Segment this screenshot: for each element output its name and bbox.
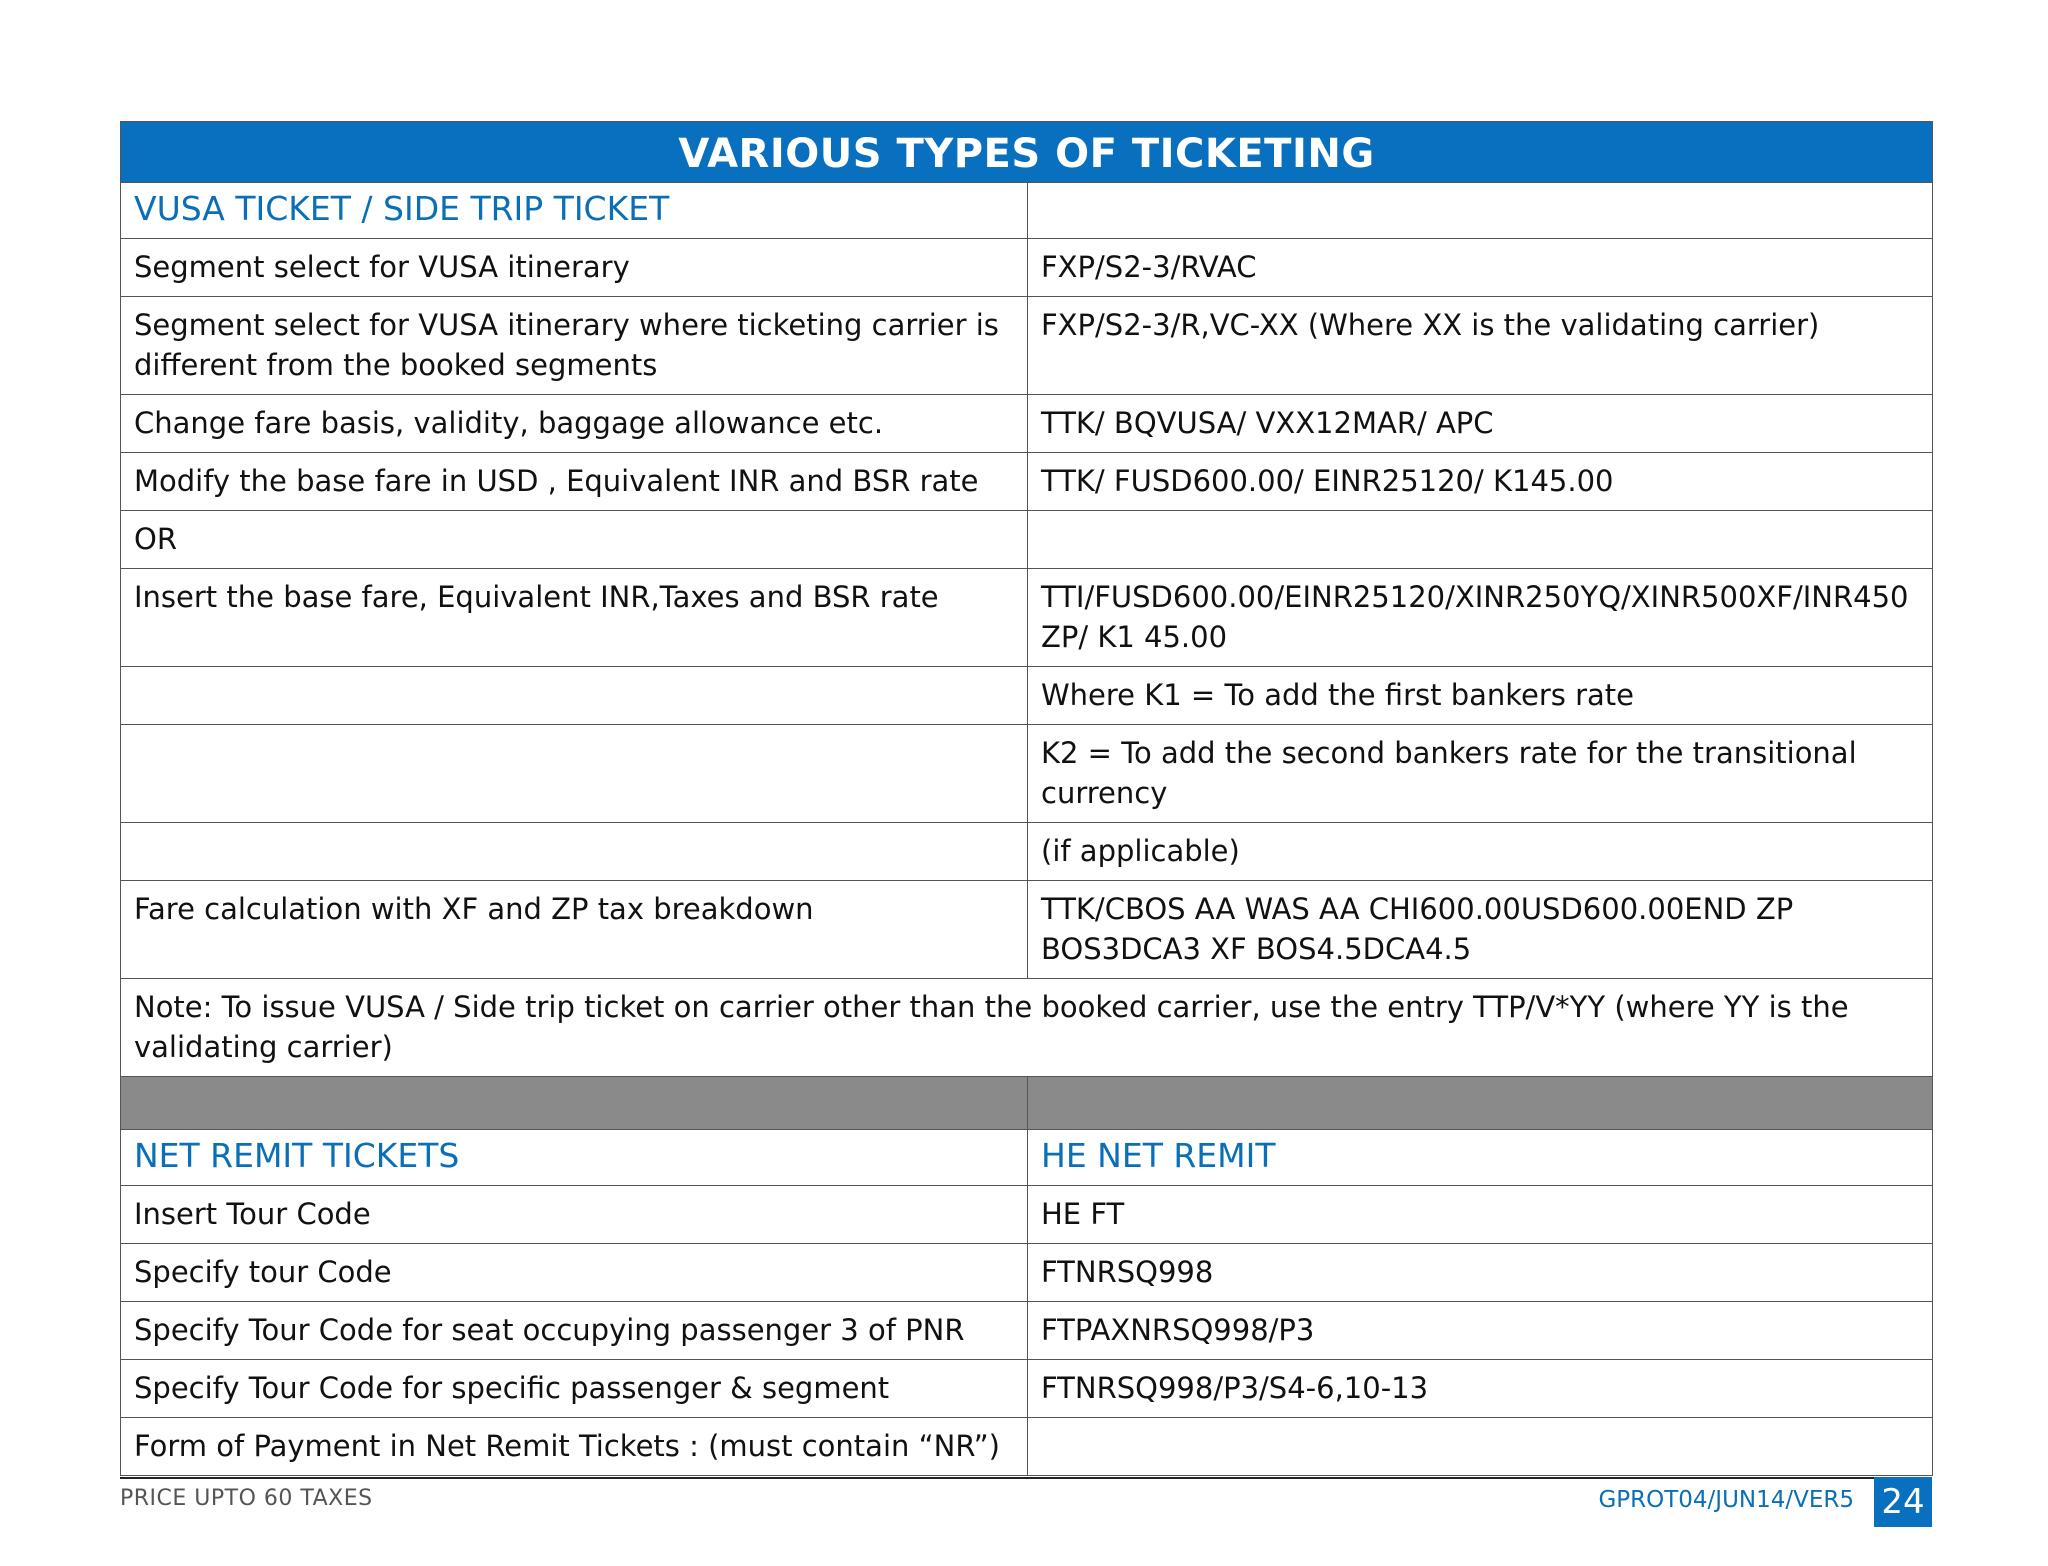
row-entry: Where K1 = To add the first bankers rate — [1028, 667, 1933, 725]
row-description: Change fare basis, validity, baggage allowance etc. — [121, 395, 1028, 453]
row-entry — [1028, 511, 1933, 569]
row-entry: TTI/FUSD600.00/EINR25120/XINR250YQ/XINR500XF/INR450ZP/ K1 45.00 — [1028, 569, 1933, 667]
row-description: Insert Tour Code — [121, 1186, 1028, 1244]
table-row — [121, 1360, 1933, 1418]
row-entry: FXP/S2-3/RVAC — [1028, 239, 1933, 297]
table-row — [121, 569, 1933, 667]
table-row — [121, 511, 1933, 569]
separator-cell — [1028, 1077, 1933, 1130]
table-row — [121, 1418, 1933, 1476]
row-description: Segment select for VUSA itinerary — [121, 239, 1028, 297]
separator-cell — [121, 1077, 1028, 1130]
page-number: 24 — [1874, 1477, 1932, 1527]
row-description: Specify Tour Code for seat occupying passenger 3 of PNR — [121, 1302, 1028, 1360]
separator-row — [121, 1077, 1933, 1130]
table-title: VARIOUS TYPES OF TICKETING — [121, 122, 1933, 183]
row-description — [121, 725, 1028, 823]
row-description: Form of Payment in Net Remit Tickets : (must contain “NR”) — [121, 1418, 1028, 1476]
row-entry: HE FT — [1028, 1186, 1933, 1244]
row-entry: (if applicable) — [1028, 823, 1933, 881]
table-row — [121, 1244, 1933, 1302]
row-description: Specify tour Code — [121, 1244, 1028, 1302]
row-entry: TTK/ BQVUSA/ VXX12MAR/ APC — [1028, 395, 1933, 453]
net-remit-command-heading: HE NET REMIT — [1028, 1130, 1933, 1186]
table-row — [121, 239, 1933, 297]
table-row — [121, 1302, 1933, 1360]
row-entry: TTK/ FUSD600.00/ EINR25120/ K145.00 — [1028, 453, 1933, 511]
row-entry: K2 = To add the second bankers rate for the transitional currency — [1028, 725, 1933, 823]
table-row — [121, 667, 1933, 725]
footer-document-code: GPROT04/JUN14/VER5 — [1598, 1487, 1854, 1513]
row-description — [121, 823, 1028, 881]
row-description: Insert the base fare, Equivalent INR,Taxes and BSR rate — [121, 569, 1028, 667]
table-row — [121, 725, 1933, 823]
vusa-section-heading: VUSA TICKET / SIDE TRIP TICKET — [121, 183, 1028, 239]
row-description: OR — [121, 511, 1028, 569]
footer-rule — [120, 1477, 1932, 1479]
row-entry: TTK/CBOS AA WAS AA CHI600.00USD600.00END ZP BOS3DCA3 XF BOS4.5DCA4.5 — [1028, 881, 1933, 979]
table-row — [121, 881, 1933, 979]
table-row — [121, 453, 1933, 511]
row-entry — [1028, 1418, 1933, 1476]
row-entry: FXP/S2-3/R,VC-XX (Where XX is the validating carrier) — [1028, 297, 1933, 395]
row-description: Fare calculation with XF and ZP tax breakdown — [121, 881, 1028, 979]
row-description — [121, 667, 1028, 725]
table-row — [121, 1186, 1933, 1244]
table-row — [121, 823, 1933, 881]
footer-title: PRICE UPTO 60 TAXES — [120, 1486, 373, 1511]
vusa-heading-empty-cell — [1028, 183, 1933, 239]
table-row — [121, 297, 1933, 395]
row-description: Specify Tour Code for specific passenger & segment — [121, 1360, 1028, 1418]
row-entry: FTPAXNRSQ998/P3 — [1028, 1302, 1933, 1360]
row-description: Modify the base fare in USD , Equivalent INR and BSR rate — [121, 453, 1028, 511]
net-remit-section-heading: NET REMIT TICKETS — [121, 1130, 1028, 1186]
ticketing-table — [120, 121, 1933, 1476]
row-entry: FTNRSQ998 — [1028, 1244, 1933, 1302]
table-row — [121, 395, 1933, 453]
row-description: Segment select for VUSA itinerary where ticketing carrier is different from the booked segments — [121, 297, 1028, 395]
row-entry: FTNRSQ998/P3/S4-6,10-13 — [1028, 1360, 1933, 1418]
note-row — [121, 979, 1933, 1077]
vusa-note: Note: To issue VUSA / Side trip ticket on carrier other than the booked carrier, use the entry TTP/V*YY (where YY is the validating carrier) — [121, 979, 1933, 1077]
